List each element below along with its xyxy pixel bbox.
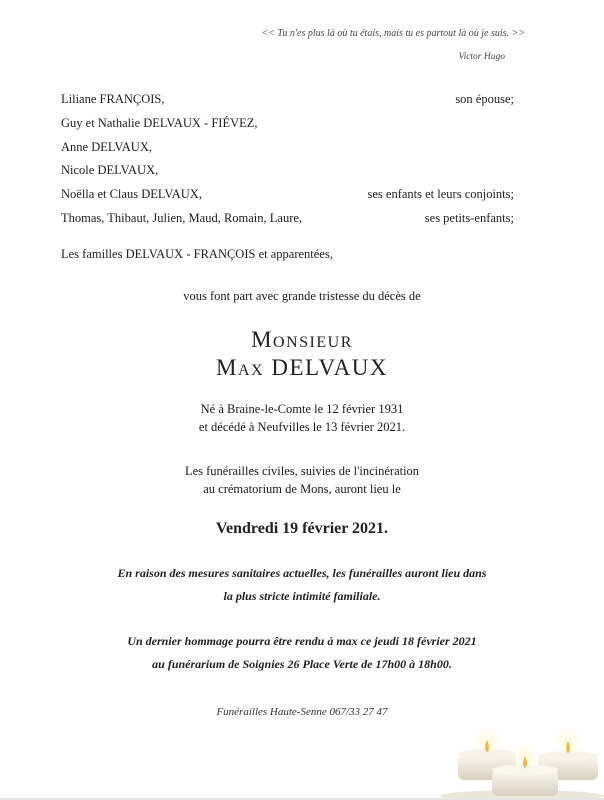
funeral-info bbox=[0, 462, 604, 498]
deceased-last-name: DELVAUX bbox=[271, 355, 388, 380]
sanitary-line-1: En raison des mesures sanitaires actuelles, les funérailles auront lieu dans bbox=[117, 566, 487, 580]
family-name: Liliane FRANÇOIS, bbox=[61, 92, 165, 106]
sanitary-line-2: la plus stricte intimité familiale. bbox=[223, 589, 381, 603]
tribute-line-1: Un dernier hommage pourra être rendu à max ce jeudi 18 février 2021 bbox=[127, 634, 477, 648]
death-line: et décédé à Neufvilles le 13 février 2021. bbox=[198, 420, 406, 434]
family-row bbox=[61, 163, 514, 181]
family-name: Nicole DELVAUX, bbox=[61, 163, 159, 177]
family-row bbox=[61, 92, 514, 110]
family-row bbox=[61, 211, 514, 229]
family-role: ses enfants et leurs conjoints; bbox=[367, 187, 514, 201]
sanitary-notice bbox=[0, 562, 604, 608]
funeral-line-2: au crématorium de Mons, auront lieu le bbox=[203, 482, 401, 496]
epigraph-author: Victor Hugo bbox=[458, 52, 505, 62]
family-row bbox=[61, 116, 514, 134]
family-name: Anne DELVAUX, bbox=[61, 140, 152, 154]
family-role: son épouse; bbox=[455, 92, 514, 106]
family-name: Noëlla et Claus DELVAUX, bbox=[61, 187, 202, 201]
family-row bbox=[61, 187, 514, 205]
family-role: ses petits-enfants; bbox=[424, 211, 514, 225]
deceased-name bbox=[0, 355, 604, 381]
candles-icon bbox=[440, 722, 604, 800]
funeral-date: Vendredi 19 février 2021. bbox=[215, 520, 389, 537]
family-name: Guy et Nathalie DELVAUX - FIÉVEZ, bbox=[61, 116, 258, 130]
tribute-line-2: au funérarium de Soignies 26 Place Verte de 17h00 à 18h00. bbox=[152, 657, 452, 671]
deceased-title: Monsieur bbox=[251, 327, 353, 352]
funeral-home-contact: Funérailles Haute-Senne 067/33 27 47 bbox=[216, 706, 388, 718]
funeral-line-1: Les funérailles civiles, suivies de l'incinération bbox=[184, 464, 420, 478]
family-row bbox=[61, 140, 514, 158]
family-name: Thomas, Thibaut, Julien, Maud, Romain, Laure, bbox=[61, 211, 303, 225]
family-name: Les familles DELVAUX - FRANÇOIS et apparentées, bbox=[61, 247, 333, 261]
tribute-notice bbox=[0, 630, 604, 676]
birth-death-info bbox=[0, 400, 604, 436]
epigraph-quote: << Tu n'es plus là où tu étais, mais tu es partout là où je suis. >> bbox=[261, 28, 525, 39]
announcement-text: vous font part avec grande tristesse du décès de bbox=[183, 289, 421, 303]
birth-line: Né à Braine-le-Comte le 12 février 1931 bbox=[200, 402, 404, 416]
deceased-first-name: Max bbox=[216, 355, 265, 380]
family-row bbox=[61, 247, 514, 265]
